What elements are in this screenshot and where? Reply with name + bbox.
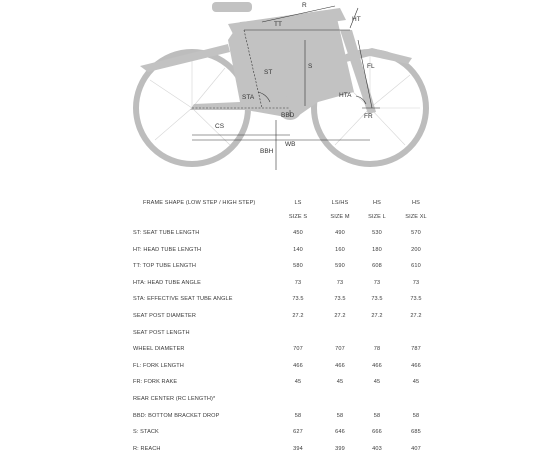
row-value: 78 [373,346,381,353]
row-value: 570 [411,230,421,236]
row-value: 27.2 [410,313,422,319]
row-label: HTA: HEAD TUBE ANGLE [133,279,202,286]
row-value: 58 [294,412,302,419]
frame-shape-m: LS/HS [331,200,349,206]
row-value: 666 [372,429,382,436]
size-xl: SIZE XL [405,214,427,220]
label-st: ST [264,69,273,76]
row-value: 45 [373,379,381,386]
row-value: 73.5 [410,296,422,303]
table-row [0,375,560,389]
table-row [0,243,560,257]
row-label: R: REACH [133,445,161,452]
row-value: 627 [293,429,303,436]
row-value: 27.2 [292,313,304,319]
row-value: 58 [412,412,420,419]
table-row [0,326,560,340]
label-r: R [302,2,307,9]
row-value: 27.2 [371,313,383,319]
row-value: 27.2 [334,313,346,319]
bike-geometry-diagram [0,0,560,185]
row-label: S: STACK [133,429,159,436]
frame-shape-l: HS [373,200,381,206]
row-value: 466 [372,362,382,369]
row-value: 646 [335,429,345,436]
row-value: 707 [335,346,345,353]
row-value: 685 [411,429,421,436]
row-value: 490 [335,230,345,236]
row-value: 73 [412,279,420,286]
size-l: SIZE L [368,214,386,220]
label-s: S [308,63,313,70]
saddle [212,2,252,12]
table-row [0,442,560,452]
table-row [0,259,560,273]
row-value: 180 [372,246,382,253]
size-s: SIZE S [288,214,308,220]
row-value: 590 [335,263,345,270]
table-row [0,292,560,306]
row-value: 58 [336,412,344,419]
frame-shape-s: LS [294,200,302,206]
label-tt: TT [274,21,282,28]
label-ht: HT [352,16,361,23]
row-label: ST: SEAT TUBE LENGTH [133,230,200,236]
row-value: 140 [293,246,303,253]
size-row [0,210,560,224]
header-row [0,196,560,210]
label-wb: WB [285,141,296,148]
row-value: 608 [372,263,382,270]
table-row [0,309,560,323]
row-value: 610 [411,263,421,270]
size-m: SIZE M [330,214,350,220]
row-value: 45 [412,379,420,386]
row-label: SEAT POST LENGTH [133,329,190,336]
label-sta: STA [242,94,255,101]
row-value: 73.5 [334,296,346,303]
row-label: FL: FORK LENGTH [133,362,184,369]
row-value: 466 [411,362,421,369]
table-row [0,409,560,423]
table-row [0,392,560,406]
row-value: 394 [293,445,303,452]
row-label: WHEEL DIAMETER [133,346,185,353]
label-bbh: BBH [260,148,274,155]
table-row [0,425,560,439]
label-bbd: BBD [281,112,295,119]
row-label: TT: TOP TUBE LENGTH [133,263,197,270]
row-value: 466 [293,362,303,369]
row-value: 530 [372,230,382,236]
row-value: 580 [293,263,303,270]
table-row [0,276,560,290]
frame-shape-label: FRAME SHAPE (LOW STEP / HIGH STEP) [143,200,256,206]
row-value: 73 [336,279,344,286]
row-label: REAR CENTER (RC LENGTH)* [133,396,216,402]
frame-shape-xl: HS [412,200,420,206]
table-row [0,359,560,373]
row-value: 45 [294,379,302,386]
row-label: SEAT POST DIAMETER [133,313,197,319]
row-value: 403 [372,445,382,452]
row-label: HT: HEAD TUBE LENGTH [133,246,202,253]
row-value: 160 [335,246,345,253]
label-fl: FL [367,63,375,70]
row-value: 399 [335,445,345,452]
row-value: 466 [335,362,345,369]
row-value: 407 [411,445,421,452]
row-value: 58 [373,412,381,419]
label-fr: FR [364,113,373,120]
row-label: BBD: BOTTOM BRACKET DROP [133,412,220,419]
row-value: 73.5 [292,296,304,303]
row-value: 787 [411,346,421,353]
row-value: 200 [411,246,421,253]
row-value: 450 [293,230,303,236]
row-value: 73 [294,279,302,286]
row-label: STA: EFFECTIVE SEAT TUBE ANGLE [133,296,233,303]
row-value: 73 [373,279,381,286]
table-row [0,342,560,356]
row-label: FR: FORK RAKE [133,379,178,386]
geometry-table [0,190,560,452]
row-value: 45 [336,379,344,386]
label-cs: CS [215,123,225,130]
table-row [0,226,560,240]
label-hta: HTA [339,92,352,99]
row-value: 707 [293,346,303,353]
row-value: 73.5 [371,296,383,303]
